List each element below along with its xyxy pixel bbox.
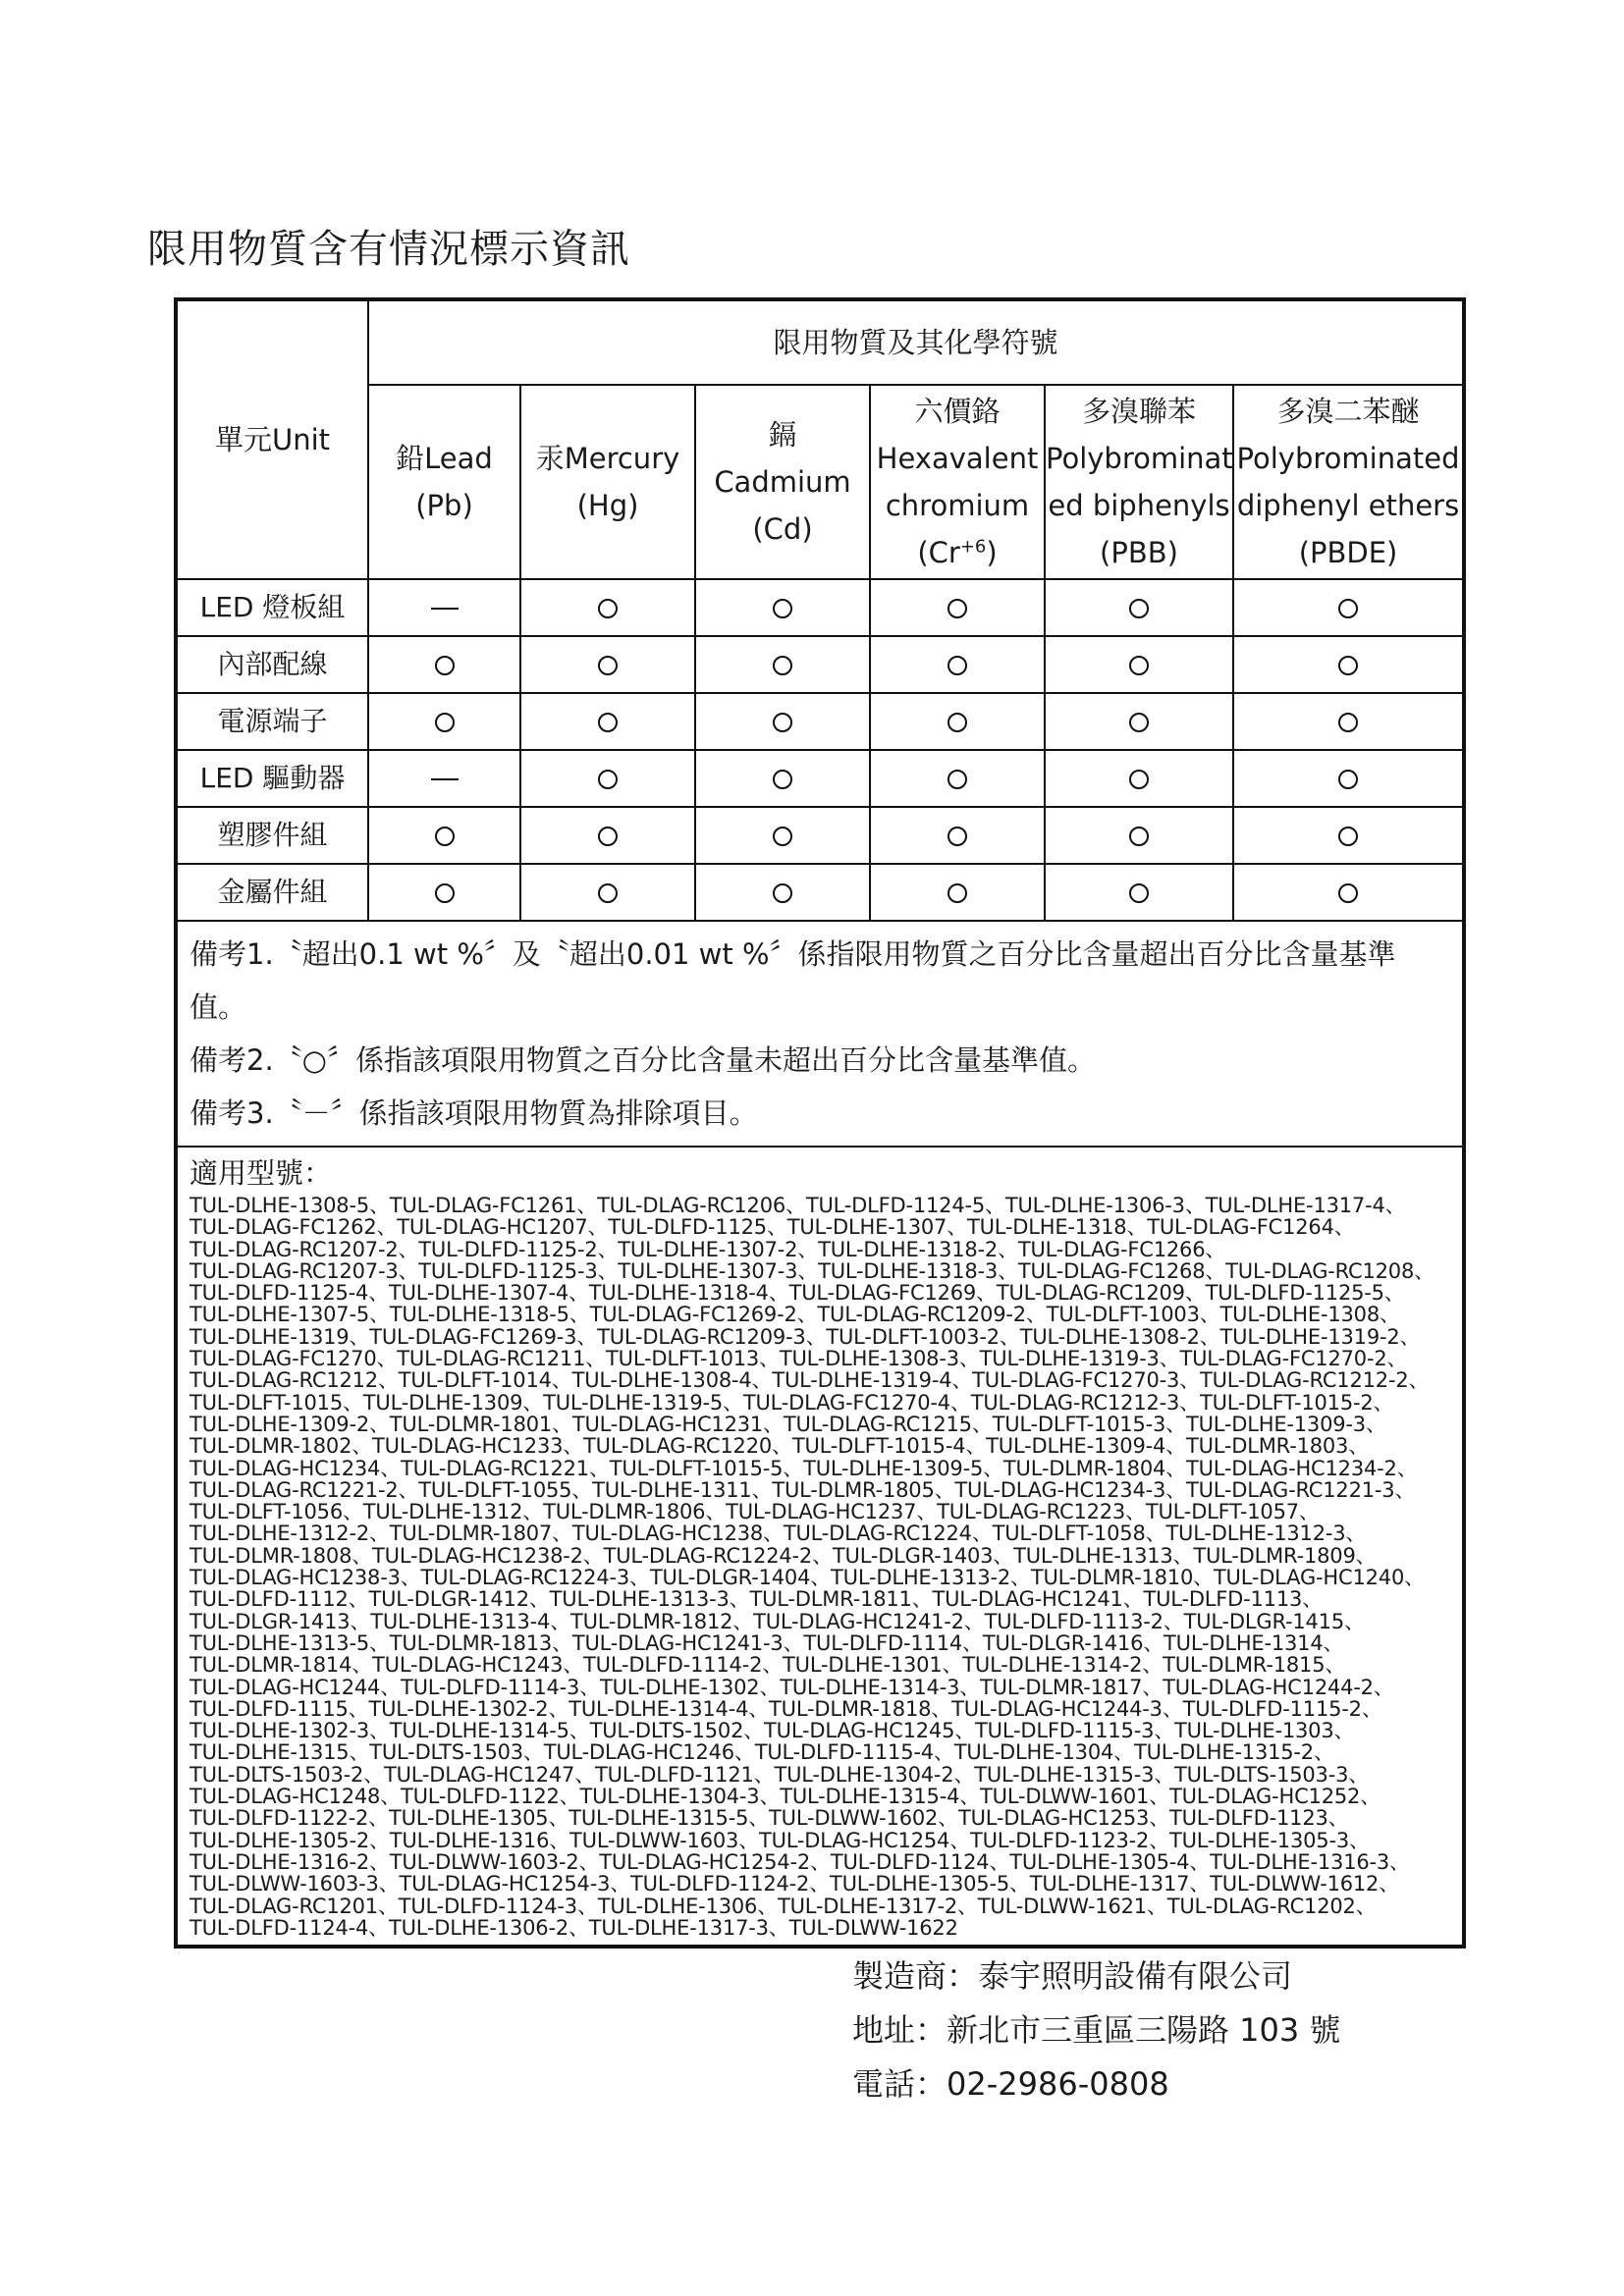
model-line: TUL-DLAG-RC1221-2、TUL-DLFT-1055、TUL-DLHE-1311、TUL-DLMR-1805、TUL-DLAG-HC1234-3、TUL-DLAG-RC1221-3、 <box>189 1477 1416 1502</box>
models-label: 適用型號： <box>189 1156 333 1190</box>
substance-header-line: 多溴二苯醚 <box>1276 395 1420 428</box>
status-cell <box>870 807 1045 864</box>
status-cell <box>1233 864 1464 921</box>
model-line: TUL-DLHE-1312-2、TUL-DLMR-1807、TUL-DLAG-HC1238、TUL-DLAG-RC1224、TUL-DLFT-1058、TUL-DLHE-1312-3、 <box>189 1522 1367 1546</box>
substance-header-line: (Pb) <box>415 489 473 522</box>
status-cell <box>1233 693 1464 750</box>
substance-header-line: 多溴聯苯 <box>1081 395 1196 428</box>
substance-header <box>695 385 870 579</box>
model-line: TUL-DLHE-1308-5、TUL-DLAG-FC1261、TUL-DLAG-RC1206、TUL-DLFD-1124-5、TUL-DLHE-1306-3、TUL-DLHE-1317-4、 <box>189 1194 1406 1217</box>
model-line: TUL-DLHE-1319、TUL-DLAG-FC1269-3、TUL-DLAG-RC1209-3、TUL-DLFT-1003-2、TUL-DLHE-1308-2、TUL-DLHE-1319-2、 <box>189 1324 1421 1349</box>
circle-mark <box>947 713 967 732</box>
status-cell <box>368 693 520 750</box>
table-row <box>176 750 1464 807</box>
circle-mark <box>598 827 618 846</box>
circle-mark <box>435 656 455 675</box>
status-cell <box>1233 750 1464 807</box>
circle-mark <box>1129 827 1149 846</box>
circle-mark <box>947 770 967 789</box>
model-line: TUL-DLTS-1503-2、TUL-DLAG-HC1247、TUL-DLFD-1121、TUL-DLHE-1304-2、TUL-DLHE-1315-3、TUL-DLTS-1503-3、 <box>189 1762 1370 1787</box>
circle-mark <box>598 770 618 789</box>
circle-mark <box>1129 599 1149 618</box>
note-line: 備考3.〝－〞係指該項限用物質為排除項目。 <box>189 1096 758 1130</box>
substance-header-line: Polybrominat <box>1046 442 1233 475</box>
circle-mark <box>773 656 792 675</box>
model-line: TUL-DLFD-1115、TUL-DLHE-1302-2、TUL-DLHE-1314-4、TUL-DLMR-1818、TUL-DLAG-HC1244-3、TUL-DLFD-1115-2、 <box>189 1696 1382 1721</box>
status-cell <box>368 807 520 864</box>
table-row <box>176 579 1464 636</box>
circle-mark <box>773 713 792 732</box>
dash-mark <box>431 778 459 780</box>
model-line: TUL-DLAG-RC1207-2、TUL-DLFD-1125-2、TUL-DLHE-1307-2、TUL-DLHE-1318-2、TUL-DLAG-FC1266、 <box>189 1237 1226 1261</box>
status-cell <box>870 693 1045 750</box>
manufacturer-text: 製造商：泰宇照明設備有限公司 <box>852 1957 1293 1995</box>
unit-header: 單元Unit <box>176 299 368 579</box>
unit-cell: 塑膠件組 <box>176 807 368 864</box>
circle-mark <box>947 883 967 903</box>
substance-header <box>520 385 695 579</box>
substance-header-line: 鎘 <box>768 418 797 452</box>
circle-mark <box>1338 827 1358 846</box>
model-line: TUL-DLMR-1814、TUL-DLAG-HC1243、TUL-DLFD-1114-2、TUL-DLHE-1301、TUL-DLHE-1314-2、TUL-DLMR-1815、 <box>189 1653 1346 1678</box>
status-cell <box>368 864 520 921</box>
circle-mark <box>598 599 618 618</box>
model-line: TUL-DLAG-HC1244、TUL-DLFD-1114-3、TUL-DLHE-1302、TUL-DLHE-1314-3、TUL-DLMR-1817、TUL-DLAG-HC1244-2、 <box>189 1675 1394 1699</box>
circle-mark <box>773 770 792 789</box>
circle-mark <box>435 883 455 903</box>
status-cell <box>1045 750 1233 807</box>
substance-header-line: Hexavalent <box>876 442 1039 475</box>
model-line: TUL-DLHE-1305-2、TUL-DLHE-1316、TUL-DLWW-1603、TUL-DLAG-HC1254、TUL-DLFD-1123-2、TUL-DLHE-1305-3、 <box>189 1828 1370 1852</box>
substance-header-line: diphenyl ethers <box>1236 489 1460 522</box>
substance-header-line: (PBDE) <box>1298 536 1398 569</box>
substance-header <box>870 385 1045 579</box>
status-cell <box>870 864 1045 921</box>
unit-cell: 金屬件組 <box>176 864 368 921</box>
unit-cell: 內部配線 <box>176 636 368 693</box>
model-line: TUL-DLMR-1808、TUL-DLAG-HC1238-2、TUL-DLAG-RC1224-2、TUL-DLGR-1403、TUL-DLHE-1313、TUL-DLMR-1809、 <box>189 1543 1377 1568</box>
note-line: 備考1.〝超出0.1 wt %〞及〝超出0.01 wt %〞係指限用物質之百分比含量超出百分比含量基準值。 <box>189 937 1396 1024</box>
model-line: TUL-DLAG-RC1212、TUL-DLFT-1014、TUL-DLHE-1308-4、TUL-DLHE-1319-4、TUL-DLAG-FC1270-3、TUL-DLAG-RC1212-2、 <box>189 1368 1430 1393</box>
unit-cell: 電源端子 <box>176 693 368 750</box>
substance-header <box>368 385 520 579</box>
circle-mark <box>773 599 792 618</box>
circle-mark <box>947 656 967 675</box>
circle-mark <box>598 656 618 675</box>
status-cell <box>520 579 695 636</box>
address-text: 地址：新北市三重區三陽路 103 號 <box>852 2011 1341 2049</box>
model-line: TUL-DLFT-1015、TUL-DLHE-1309、TUL-DLHE-1319-5、TUL-DLAG-FC1270-4、TUL-DLAG-RC1212-3、TUL-DLFT-1015-2、 <box>189 1390 1394 1415</box>
circle-mark <box>1129 713 1149 732</box>
substance-header-line: (Hg) <box>576 489 639 522</box>
circle-mark <box>435 713 455 732</box>
model-line: TUL-DLHE-1316-2、TUL-DLWW-1603-2、TUL-DLAG-HC1254-2、TUL-DLFD-1124、TUL-DLHE-1305-4、TUL-DLHE-1316-3、 <box>189 1849 1410 1874</box>
status-cell <box>1233 636 1464 693</box>
circle-mark <box>1129 656 1149 675</box>
circle-mark <box>1129 883 1149 903</box>
status-cell <box>870 750 1045 807</box>
substance-header-line: ed biphenyls <box>1048 489 1230 522</box>
status-cell <box>695 693 870 750</box>
dash-mark <box>431 608 459 610</box>
model-line: TUL-DLFD-1125-4、TUL-DLHE-1307-4、TUL-DLHE-1318-4、TUL-DLAG-FC1269、TUL-DLAG-RC1209、TUL-DLFD-1125-5、 <box>189 1281 1405 1306</box>
status-cell <box>695 864 870 921</box>
circle-mark <box>1338 656 1358 675</box>
substance-header-line: Cadmium <box>714 465 851 499</box>
status-cell <box>368 750 520 807</box>
table-row <box>176 864 1464 921</box>
status-cell <box>520 864 695 921</box>
substance-header <box>1233 385 1464 579</box>
model-line: TUL-DLHE-1313-5、TUL-DLMR-1813、TUL-DLAG-HC1241-3、TUL-DLFD-1114、TUL-DLGR-1416、TUL-DLHE-1314、 <box>189 1630 1344 1655</box>
model-line: TUL-DLMR-1802、TUL-DLAG-HC1233、TUL-DLAG-RC1220、TUL-DLFT-1015-4、TUL-DLHE-1309-4、TUL-DLMR-1803、 <box>189 1434 1370 1459</box>
status-cell <box>1045 636 1233 693</box>
status-cell <box>1045 807 1233 864</box>
restricted-substances-table <box>174 297 1466 1949</box>
status-cell <box>1045 579 1233 636</box>
circle-mark <box>1129 770 1149 789</box>
circle-mark <box>598 713 618 732</box>
status-cell <box>695 579 870 636</box>
model-line: TUL-DLFD-1124-4、TUL-DLHE-1306-2、TUL-DLHE-1317-3、TUL-DLWW-1622 <box>189 1915 958 1940</box>
substance-header-line: (PBB) <box>1100 536 1178 569</box>
substance-group-header: 限用物質及其化學符號 <box>368 299 1464 385</box>
status-cell <box>695 750 870 807</box>
table-row <box>176 636 1464 693</box>
circle-mark <box>1338 713 1358 732</box>
table-row <box>176 693 1464 750</box>
table-row <box>176 807 1464 864</box>
model-line: TUL-DLFD-1122-2、TUL-DLHE-1305、TUL-DLHE-1315-5、TUL-DLWW-1602、TUL-DLAG-HC1253、TUL-DLFD-1123、 <box>189 1806 1349 1831</box>
model-line: TUL-DLGR-1413、TUL-DLHE-1313-4、TUL-DLMR-1812、TUL-DLAG-HC1241-2、TUL-DLFD-1113-2、TUL-DLGR-1415、 <box>189 1609 1365 1633</box>
substance-header-line: 汞Mercury <box>535 442 680 475</box>
model-line: TUL-DLHE-1307-5、TUL-DLHE-1318-5、TUL-DLAG-FC1269-2、TUL-DLAG-RC1209-2、TUL-DLFT-1003、TUL-DLHE-1308、 <box>189 1303 1400 1327</box>
substance-header-line: 鉛Lead <box>396 442 493 475</box>
status-cell <box>1045 693 1233 750</box>
substance-header-line: Polybrominated <box>1236 442 1460 475</box>
model-line: TUL-DLFT-1056、TUL-DLHE-1312、TUL-DLMR-1806、TUL-DLAG-HC1237、TUL-DLAG-RC1223、TUL-DLFT-1057、 <box>189 1500 1320 1524</box>
status-cell <box>870 636 1045 693</box>
status-cell <box>695 636 870 693</box>
status-cell <box>520 750 695 807</box>
model-line: TUL-DLAG-HC1248、TUL-DLFD-1122、TUL-DLHE-1304-3、TUL-DLHE-1315-4、TUL-DLWW-1601、TUL-DLAG-HC1252、 <box>189 1785 1380 1809</box>
model-line: TUL-DLHE-1309-2、TUL-DLMR-1801、TUL-DLAG-HC1231、TUL-DLAG-RC1215、TUL-DLFT-1015-3、TUL-DLHE-1309-3、 <box>189 1412 1386 1436</box>
unit-cell: LED 燈板組 <box>176 579 368 636</box>
circle-mark <box>435 827 455 846</box>
unit-cell: LED 驅動器 <box>176 750 368 807</box>
circle-mark <box>1338 599 1358 618</box>
substance-header-line: 六價鉻 <box>914 395 1001 428</box>
status-cell <box>1045 864 1233 921</box>
circle-mark <box>1338 770 1358 789</box>
status-cell <box>870 579 1045 636</box>
substance-formula: $(Cr^{+6})$ <box>917 536 998 569</box>
models-cell <box>176 1147 1464 1947</box>
phone-text: 電話：02-2986-0808 <box>852 2065 1169 2103</box>
model-line: TUL-DLAG-HC1234、TUL-DLAG-RC1221、TUL-DLFT-1015-5、TUL-DLHE-1309-5、TUL-DLMR-1804、TUL-DLAG-HC1234-2、 <box>189 1456 1418 1480</box>
model-line: TUL-DLAG-HC1238-3、TUL-DLAG-RC1224-3、TUL-DLGR-1404、TUL-DLHE-1313-2、TUL-DLMR-1810、TUL-DLAG-HC1240、 <box>189 1566 1425 1590</box>
status-cell <box>520 807 695 864</box>
circle-mark <box>598 883 618 903</box>
circle-mark <box>947 599 967 618</box>
circle-mark <box>1338 883 1358 903</box>
model-line: TUL-DLAG-FC1262、TUL-DLAG-HC1207、TUL-DLFD-1125、TUL-DLHE-1307、TUL-DLHE-1318、TUL-DLAG-FC1264、 <box>189 1215 1355 1240</box>
circle-mark <box>773 827 792 846</box>
status-cell <box>1233 807 1464 864</box>
model-line: TUL-DLWW-1603-3、TUL-DLAG-HC1254-3、TUL-DLFD-1124-2、TUL-DLHE-1305-5、TUL-DLHE-1317、TUL-DLWW-1612、 <box>189 1872 1400 1896</box>
status-cell <box>520 693 695 750</box>
page-title: 限用物質含有情況標示資訊 <box>147 227 630 272</box>
model-line: TUL-DLFD-1112、TUL-DLGR-1412、TUL-DLHE-1313-3、TUL-DLMR-1811、TUL-DLAG-HC1241、TUL-DLFD-1113、 <box>189 1587 1323 1612</box>
substance-header <box>1045 385 1233 579</box>
notes-cell <box>176 921 1464 1147</box>
substance-header-line: chromium <box>885 489 1030 522</box>
circle-mark <box>773 883 792 903</box>
circle-mark <box>947 827 967 846</box>
note-line: 備考2.〝○〞係指該項限用物質之百分比含量未超出百分比含量基準值。 <box>189 1043 1096 1077</box>
model-line: TUL-DLAG-FC1270、TUL-DLAG-RC1211、TUL-DLFT-1013、TUL-DLHE-1308-3、TUL-DLHE-1319-3、TUL-DLAG-FC1270-2、 <box>189 1347 1408 1371</box>
status-cell <box>1233 579 1464 636</box>
model-line: TUL-DLHE-1315、TUL-DLTS-1503、TUL-DLAG-HC1246、TUL-DLFD-1115-4、TUL-DLHE-1304、TUL-DLHE-1315-2、 <box>189 1740 1334 1765</box>
status-cell <box>368 579 520 636</box>
model-line: TUL-DLAG-RC1201、TUL-DLFD-1124-3、TUL-DLHE-1306、TUL-DLHE-1317-2、TUL-DLWW-1621、TUL-DLAG-RC1202、 <box>189 1894 1377 1918</box>
status-cell <box>520 636 695 693</box>
substance-header-line: (Cd) <box>752 512 813 546</box>
status-cell <box>695 807 870 864</box>
status-cell <box>368 636 520 693</box>
model-line: TUL-DLAG-RC1207-3、TUL-DLFD-1125-3、TUL-DLHE-1307-3、TUL-DLHE-1318-3、TUL-DLAG-FC1268、TUL-DLAG-RC1208、 <box>189 1258 1435 1283</box>
model-line: TUL-DLHE-1302-3、TUL-DLHE-1314-5、TUL-DLTS-1502、TUL-DLAG-HC1245、TUL-DLFD-1115-3、TUL-DLHE-1303、 <box>189 1719 1355 1743</box>
